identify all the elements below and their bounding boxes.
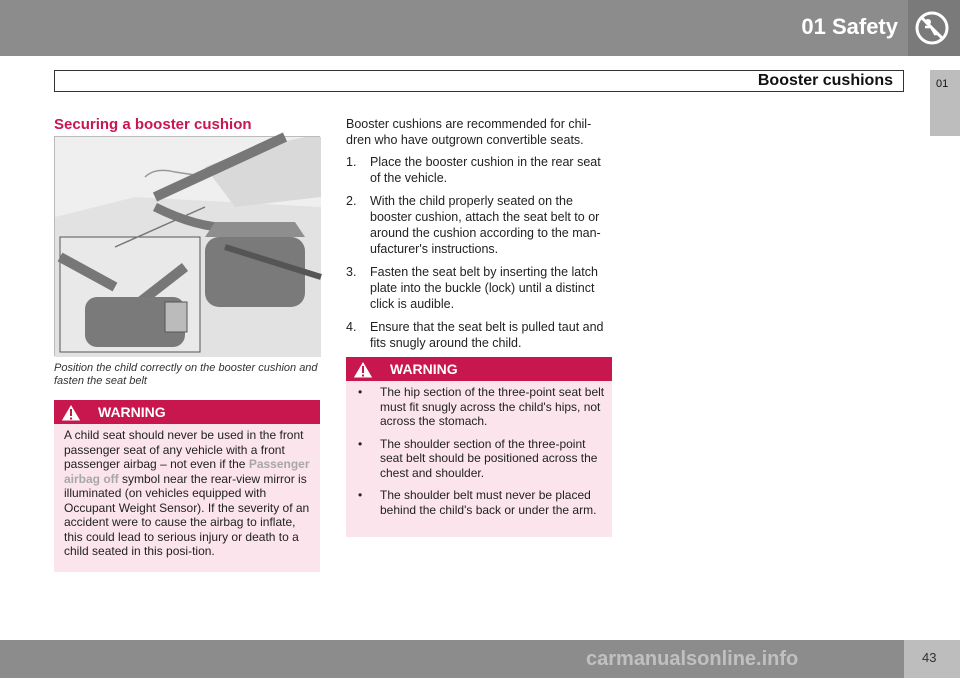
warning-header: [346, 357, 612, 381]
warning-title: WARNING: [98, 404, 166, 420]
step-text: Ensure that the seat belt is pulled taut and fits snugly around the child.: [370, 320, 604, 350]
step-item: [346, 319, 614, 351]
no-passenger-airbag-icon: [908, 0, 960, 56]
step-text: Fasten the seat belt by inserting the latch plate into the buckle (lock) until a distinct click is audible.: [370, 265, 598, 311]
warning-bullet: [356, 488, 606, 517]
page-number: 43: [922, 650, 937, 665]
bullet-text: The hip section of the three-point seat belt must fit snugly across the child's hips, not across the stomach.: [380, 385, 605, 428]
instruction-steps: [346, 154, 614, 358]
section-title: Booster cushions: [757, 72, 893, 89]
step-item: [346, 154, 614, 186]
watermark: carmanualsonline.info: [586, 648, 799, 670]
warning-bullet-list: [356, 385, 606, 525]
page-number-tab: [904, 640, 960, 678]
figure-caption: Position the child correctly on the booster cushion and fasten the seat belt: [54, 362, 318, 387]
chapter-header-bar: [0, 0, 960, 56]
warning-header: [54, 400, 320, 424]
warning-box-child-seat: [54, 400, 320, 572]
warning-triangle-icon: [352, 360, 374, 379]
warning-bullet: [356, 385, 606, 429]
intro-paragraph: Booster cushions are recommended for chil-dren who have outgrown convertible seats.: [346, 117, 592, 147]
step-text: Place the booster cushion in the rear seat of the vehicle.: [370, 155, 601, 185]
bullet-text: The shoulder section of the three-point seat belt should be positioned across the chest and shoulder.: [380, 436, 598, 480]
step-item: [346, 264, 614, 312]
step-item: [346, 193, 614, 257]
bullet-icon: •: [358, 488, 363, 502]
step-number: 2.: [346, 194, 357, 208]
bullet-icon: •: [358, 436, 363, 451]
section-header: [54, 70, 904, 92]
step-text: With the child properly seated on the booster cushion, attach the seat belt to or around the cushion according to the man-ufacturer's instructions.: [370, 194, 601, 256]
footer-bar: [0, 640, 960, 678]
warning-triangle-icon: [60, 403, 82, 422]
booster-cushion-illustration: [54, 136, 320, 356]
step-number: 4.: [346, 320, 357, 334]
warning-title: WARNING: [390, 361, 458, 377]
page-heading: Securing a booster cushion: [54, 116, 252, 133]
step-number: 1.: [346, 155, 357, 169]
step-number: 3.: [346, 265, 357, 279]
side-tab-label: 01: [936, 78, 949, 90]
chapter-title: 01 Safety: [801, 14, 898, 39]
bullet-text: The shoulder belt must never be placed behind the child's back or under the arm.: [380, 488, 597, 517]
warning-text-before: A child seat should never be used in the front passenger seat of any vehicle with a front passenger airbag – not even if the: [64, 428, 304, 471]
chapter-side-tab: [930, 70, 960, 136]
passenger-airbag-off-label: Passenger airbag off: [64, 457, 310, 486]
bullet-icon: •: [358, 385, 363, 399]
warning-bullet: [356, 437, 606, 481]
warning-text-after: symbol near the rear-view mirror is illuminated (on vehicles equipped with Occupant Weight Sensor). If the severity of an accident were to cause the airbag to inflate, this could lead to serious injury or death to a child seated in this posi-tion.: [64, 471, 310, 558]
warning-text: [64, 428, 314, 559]
warning-box-seat-belt: [346, 357, 612, 537]
